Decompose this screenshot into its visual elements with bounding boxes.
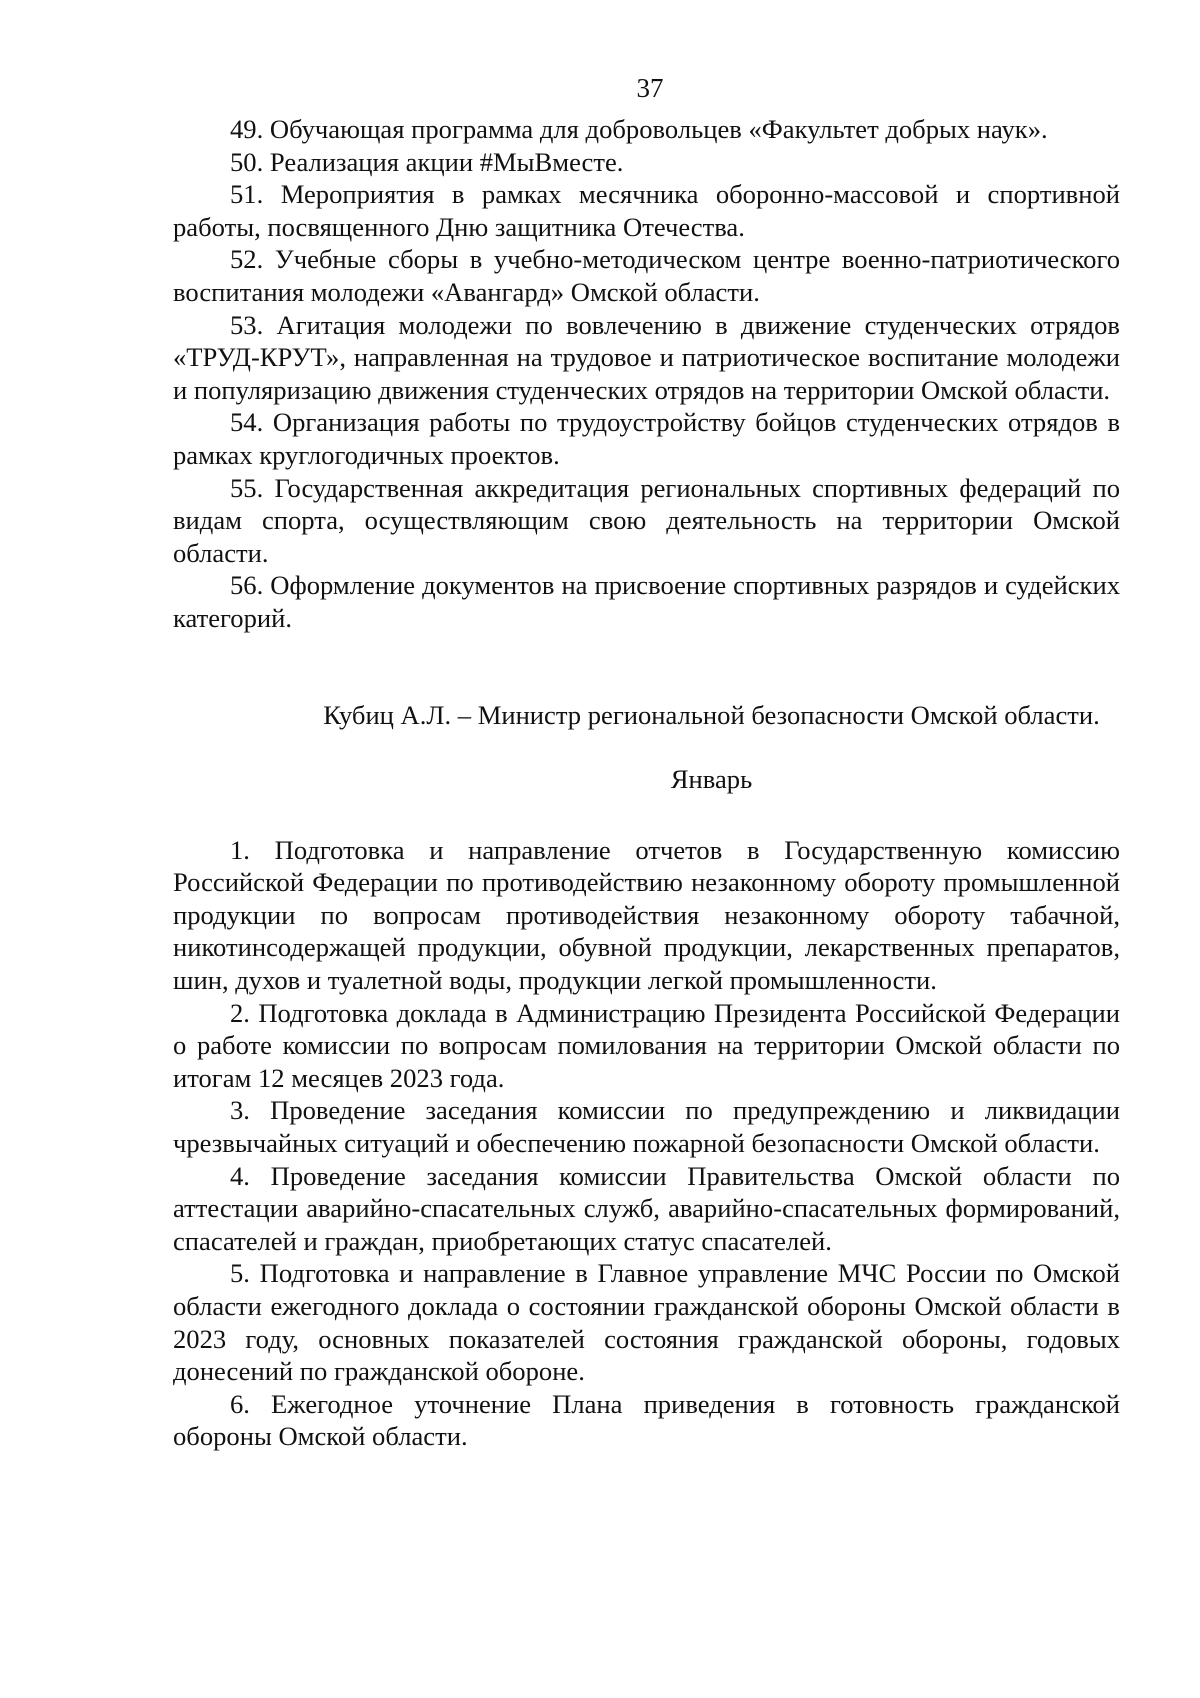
activity-list-part2 (173, 834, 1120, 1453)
list-item: 53. Агитация молодежи по вовлечению в движение студенческих отрядов «ТРУД-КРУТ», направленная на трудовое и патриотическое воспитание молодежи и популяризацию движения студенческих отрядов на территории Омской области. (173, 309, 1120, 405)
page-number: 37 (636, 73, 664, 103)
list-item: 55. Государственная аккредитация региональных спортивных федераций по видам спорта, осуществляющим свою деятельность на территории Омской области. (173, 472, 1120, 568)
minister-heading: Кубиц А.Л. – Министр региональной безопасности Омской области. (323, 699, 1100, 730)
list-item: 54. Организация работы по трудоустройству бойцов студенческих отрядов в рамках круглогодичных проектов. (173, 407, 1120, 470)
list-item: 49. Обучающая программа для добровольцев «Факультет добрых наук». (230, 114, 1048, 144)
list-item: 5. Подготовка и направление в Главное управление МЧС России по Омской области ежегодного доклада о состоянии гражданской обороны Омской области в 2023 году, основных показателей состояния гражданской обороны, годовых донесений по гражданской обороне. (173, 1258, 1120, 1387)
list-item: 51. Мероприятия в рамках месячника оборонно-массовой и спортивной работы, посвященного Дню защитника Отечества. (173, 179, 1120, 242)
month-heading: Январь (670, 764, 753, 795)
list-item: 2. Подготовка доклада в Администрацию Президента Российской Федерации о работе комиссии по вопросам помилования на территории Омской области по итогам 12 месяцев 2023 года. (173, 997, 1120, 1093)
list-item: 1. Подготовка и направление отчетов в Государственную комиссию Российской Федерации по противодействию незаконному обороту промышленной продукции по вопросам противодействия незаконному обороту табачной, никотинсодержащей продукции, обувной продукции, лекарственных препаратов, шин, духов и туалетной воды, продукции легкой промышленности. (173, 834, 1120, 996)
activity-list-part1 (173, 113, 1120, 635)
list-item: 52. Учебные сборы в учебно-методическом центре военно-патриотического воспитания молодежи «Авангард» Омской области. (173, 244, 1120, 307)
list-item: 6. Ежегодное уточнение Плана приведения в готовность гражданской обороны Омской области. (173, 1388, 1120, 1452)
list-item: 50. Реализация акции #МыВместе. (230, 146, 624, 177)
list-item: 4. Проведение заседания комиссии Правительства Омской области по аттестации аварийно-спасательных служб, аварийно-спасательных формирований, спасателей и граждан, приобретающих статус спасателей. (173, 1160, 1120, 1256)
list-item: 56. Оформление документов на присвоение спортивных разрядов и судейских категорий. (173, 570, 1120, 633)
list-item: 3. Проведение заседания комиссии по предупреждению и ликвидации чрезвычайных ситуаций и обеспечению пожарной безопасности Омской области. (173, 1095, 1120, 1159)
document-body (173, 113, 1120, 1453)
